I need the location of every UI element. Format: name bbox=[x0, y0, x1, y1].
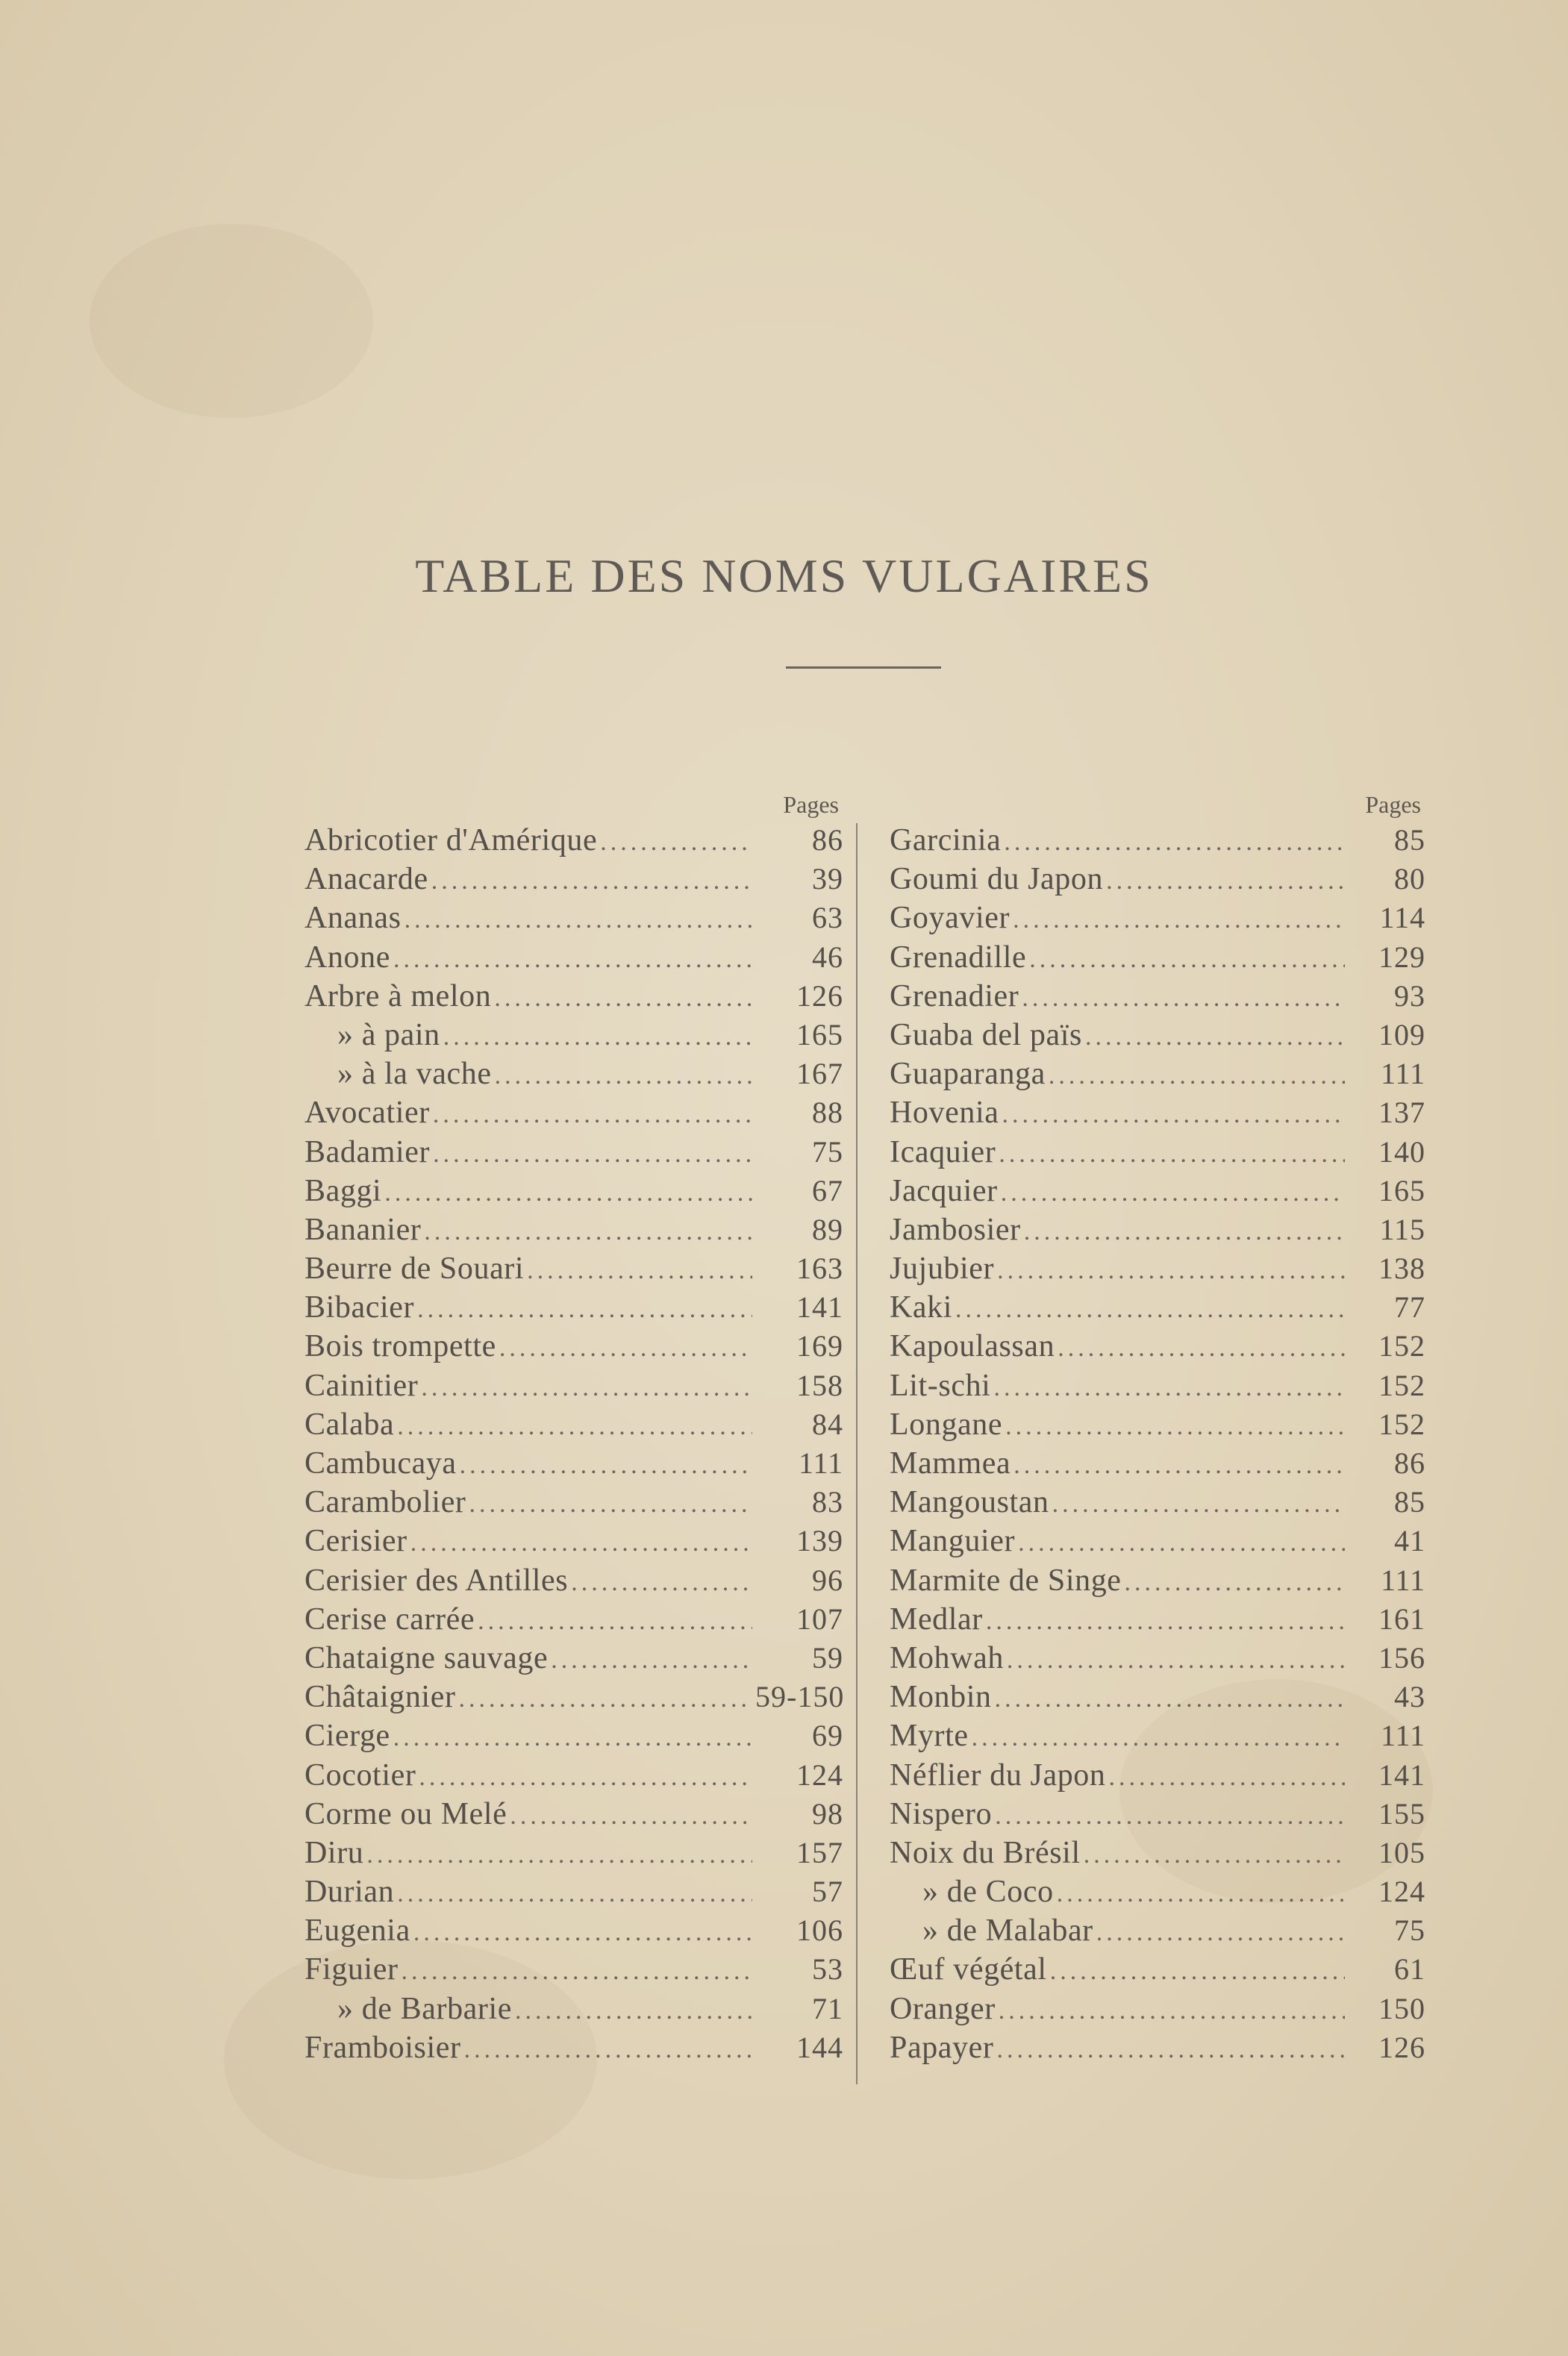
entry-name: Cerise carrée bbox=[304, 1602, 475, 1637]
entry-name: Oranger bbox=[890, 1991, 996, 2026]
entry-page-number: 41 bbox=[1394, 1524, 1425, 1558]
entry-page-number: 39 bbox=[812, 862, 843, 896]
entry-page-number: 165 bbox=[1378, 1173, 1425, 1207]
index-entry bbox=[304, 1602, 843, 1640]
entry-name: Mammea bbox=[890, 1446, 1011, 1481]
entry-page-number: 165 bbox=[796, 1017, 843, 1052]
entry-page-number: 86 bbox=[812, 823, 843, 857]
entry-name: Bois trompette bbox=[304, 1329, 496, 1364]
leader-dots bbox=[1029, 946, 1345, 974]
entry-name: Cierge bbox=[304, 1719, 390, 1754]
entry-name: Icaquier bbox=[890, 1134, 996, 1169]
leader-dots bbox=[600, 828, 752, 857]
leader-dots bbox=[571, 1569, 752, 1597]
entry-name: Badamier bbox=[304, 1134, 431, 1169]
entry-page-number: 169 bbox=[796, 1329, 843, 1363]
entry-page-number: 77 bbox=[1394, 1290, 1425, 1325]
right-pages-header: Pages bbox=[1365, 791, 1421, 818]
index-entry bbox=[304, 1290, 843, 1328]
entry-page-number: 115 bbox=[1379, 1212, 1425, 1246]
leader-dots bbox=[972, 1724, 1345, 1752]
entry-page-number: 152 bbox=[1378, 1329, 1425, 1363]
leader-dots bbox=[1050, 1957, 1345, 1986]
leader-dots bbox=[1002, 1101, 1345, 1129]
leader-dots bbox=[1007, 1646, 1345, 1675]
entry-page-number: 129 bbox=[1378, 940, 1425, 974]
index-entry bbox=[890, 1523, 1425, 1562]
index-entry bbox=[304, 822, 843, 861]
leader-dots bbox=[494, 984, 752, 1013]
entry-name: Avocatier bbox=[304, 1096, 430, 1131]
index-entry bbox=[304, 1913, 843, 1952]
entry-page-number: 138 bbox=[1378, 1252, 1425, 1286]
index-entry bbox=[304, 1835, 843, 1874]
entry-page-number: 98 bbox=[812, 1796, 843, 1831]
left-column bbox=[304, 791, 843, 2069]
entry-page-number: 155 bbox=[1378, 1796, 1425, 1831]
leader-dots bbox=[1024, 1218, 1345, 1246]
entry-page-number: 105 bbox=[1378, 1835, 1425, 1869]
entry-page-number: 111 bbox=[1380, 1719, 1425, 1753]
entry-page-number: 67 bbox=[812, 1173, 843, 1207]
entry-page-number: 137 bbox=[1378, 1096, 1425, 1130]
entry-name: Myrte bbox=[890, 1719, 969, 1754]
leader-dots bbox=[997, 1257, 1345, 1285]
entry-name: Eugenia bbox=[304, 1913, 410, 1949]
leader-dots bbox=[1106, 867, 1345, 896]
entry-page-number: 61 bbox=[1394, 1952, 1425, 1987]
index-entry bbox=[304, 1796, 843, 1835]
entry-name: Cocotier bbox=[304, 1757, 416, 1793]
entry-name: Néflier du Japon bbox=[890, 1757, 1106, 1793]
entry-page-number: 96 bbox=[812, 1563, 843, 1597]
leader-dots bbox=[1013, 906, 1345, 934]
leader-dots bbox=[510, 1802, 752, 1831]
entry-page-number: 111 bbox=[1380, 1563, 1425, 1597]
entry-page-number: 83 bbox=[812, 1485, 843, 1519]
leader-dots bbox=[527, 1257, 752, 1285]
entry-name: Carambolier bbox=[304, 1485, 466, 1520]
index-entry bbox=[304, 1173, 843, 1212]
entry-name: » de Coco bbox=[922, 1875, 1054, 1910]
index-entry bbox=[890, 1640, 1425, 1679]
leader-dots bbox=[405, 906, 752, 934]
leader-dots bbox=[393, 1724, 752, 1752]
entry-name: Anone bbox=[304, 940, 390, 975]
entry-name: Mohwah bbox=[890, 1640, 1004, 1675]
index-entry bbox=[304, 1328, 843, 1367]
entry-page-number: 156 bbox=[1378, 1640, 1425, 1675]
entry-page-number: 163 bbox=[796, 1252, 843, 1286]
entry-page-number: 126 bbox=[1378, 2030, 1425, 2064]
index-entry bbox=[304, 1095, 843, 1134]
index-entry bbox=[890, 822, 1425, 861]
leader-dots bbox=[419, 1763, 752, 1792]
entry-page-number: 86 bbox=[1394, 1446, 1425, 1480]
entry-page-number: 80 bbox=[1394, 862, 1425, 896]
index-entry bbox=[890, 1991, 1425, 2030]
entry-page-number: 89 bbox=[812, 1212, 843, 1246]
index-entry bbox=[304, 1757, 843, 1796]
leader-dots bbox=[955, 1296, 1345, 1324]
leader-dots bbox=[1085, 1023, 1345, 1052]
leader-dots bbox=[417, 1296, 752, 1324]
leader-dots bbox=[469, 1490, 752, 1519]
leader-dots bbox=[1058, 1334, 1345, 1363]
index-entry bbox=[304, 1017, 843, 1056]
entry-name: Guaparanga bbox=[890, 1057, 1046, 1092]
index-entry bbox=[304, 1874, 843, 1913]
index-entry bbox=[304, 1446, 843, 1484]
index-entry bbox=[890, 1484, 1425, 1523]
leader-dots bbox=[402, 1957, 752, 1986]
entry-page-number: 85 bbox=[1394, 823, 1425, 857]
index-entry bbox=[890, 1835, 1425, 1874]
entry-page-number: 75 bbox=[812, 1134, 843, 1169]
entry-page-number: 114 bbox=[1379, 901, 1425, 935]
entry-page-number: 144 bbox=[796, 2030, 843, 2064]
index-entry bbox=[890, 1796, 1425, 1835]
leader-dots bbox=[1084, 1841, 1345, 1869]
index-entry bbox=[304, 1407, 843, 1446]
entry-name: Grenadier bbox=[890, 978, 1019, 1013]
entry-page-number: 124 bbox=[1378, 1875, 1425, 1909]
entry-name: Baggi bbox=[304, 1173, 382, 1208]
index-entry bbox=[890, 1134, 1425, 1173]
leader-dots bbox=[495, 1062, 752, 1090]
leader-dots bbox=[397, 1880, 752, 1908]
entry-name: Jacquier bbox=[890, 1173, 998, 1208]
entry-page-number: 139 bbox=[796, 1524, 843, 1558]
entry-name: » à pain bbox=[337, 1017, 440, 1052]
entry-page-number: 111 bbox=[798, 1446, 843, 1480]
entry-name: Bibacier bbox=[304, 1290, 415, 1325]
left-entry-list bbox=[304, 822, 843, 2069]
index-entry bbox=[890, 1952, 1425, 1990]
index-entry bbox=[304, 1640, 843, 1679]
leader-dots bbox=[1004, 828, 1345, 857]
entry-page-number: 141 bbox=[1378, 1757, 1425, 1792]
entry-page-number: 88 bbox=[812, 1096, 843, 1130]
entry-page-number: 107 bbox=[796, 1602, 843, 1636]
entry-name: Framboisier bbox=[304, 2030, 461, 2065]
left-pages-header: Pages bbox=[783, 791, 839, 818]
index-entry bbox=[304, 1563, 843, 1602]
entry-page-number: 85 bbox=[1394, 1485, 1425, 1519]
index-entry bbox=[304, 978, 843, 1017]
index-entry bbox=[304, 1251, 843, 1290]
entry-page-number: 111 bbox=[1380, 1057, 1425, 1091]
entry-name: Medlar bbox=[890, 1602, 983, 1637]
index-entry bbox=[890, 940, 1425, 978]
index-entry bbox=[890, 1718, 1425, 1757]
leader-dots bbox=[1057, 1880, 1345, 1908]
leader-dots bbox=[515, 1997, 752, 2025]
leader-dots bbox=[366, 1841, 752, 1869]
entry-name: Mangoustan bbox=[890, 1485, 1049, 1520]
index-entry bbox=[890, 1212, 1425, 1251]
entry-name: Corme ou Melé bbox=[304, 1796, 507, 1831]
entry-name: Noix du Brésil bbox=[890, 1835, 1081, 1870]
entry-name: Jujubier bbox=[890, 1252, 995, 1287]
leader-dots bbox=[478, 1607, 752, 1636]
entry-name: Arbre à melon bbox=[304, 978, 492, 1013]
entry-name: Diru bbox=[304, 1835, 364, 1870]
entry-name: Cerisier des Antilles bbox=[304, 1563, 569, 1598]
entry-name: Châtaignier bbox=[304, 1680, 456, 1715]
index-entry bbox=[304, 2030, 843, 2069]
leader-dots bbox=[443, 1023, 752, 1052]
entry-name: Abricotier d'Amérique bbox=[304, 823, 598, 857]
entry-name: Figuier bbox=[304, 1952, 399, 1987]
entry-name: Papayer bbox=[890, 2030, 994, 2065]
leader-dots bbox=[1096, 1919, 1345, 1947]
entry-name: Hovenia bbox=[890, 1096, 999, 1131]
index-entry bbox=[304, 1679, 843, 1718]
entry-page-number: 93 bbox=[1394, 978, 1425, 1013]
leader-dots bbox=[431, 867, 752, 896]
entry-name: Durian bbox=[304, 1875, 395, 1910]
leader-dots bbox=[1022, 984, 1345, 1013]
leader-dots bbox=[993, 1374, 1345, 1402]
index-entry bbox=[890, 1290, 1425, 1328]
index-entry bbox=[890, 1446, 1425, 1484]
leader-dots bbox=[996, 2036, 1345, 2064]
entry-page-number: 84 bbox=[812, 1407, 843, 1441]
entry-name: Garcinia bbox=[890, 823, 1002, 857]
entry-page-number: 63 bbox=[812, 901, 843, 935]
leader-dots bbox=[1013, 1452, 1345, 1480]
entry-name: Manguier bbox=[890, 1524, 1016, 1559]
entry-name: Goumi du Japon bbox=[890, 862, 1104, 897]
leader-dots bbox=[1049, 1062, 1345, 1090]
index-entry bbox=[890, 1095, 1425, 1134]
entry-name: Kaki bbox=[890, 1290, 953, 1325]
index-entry bbox=[890, 978, 1425, 1017]
entry-page-number: 152 bbox=[1378, 1368, 1425, 1402]
leader-dots bbox=[433, 1140, 752, 1169]
index-entry bbox=[890, 1368, 1425, 1407]
entry-name: Lit-schi bbox=[890, 1368, 991, 1403]
entry-name: Jambosier bbox=[890, 1212, 1021, 1247]
index-entry bbox=[304, 900, 843, 939]
entry-page-number: 43 bbox=[1394, 1680, 1425, 1714]
right-column bbox=[890, 791, 1425, 2069]
leader-dots bbox=[1052, 1490, 1345, 1519]
leader-dots bbox=[999, 1997, 1345, 2025]
entry-name: Goyavier bbox=[890, 901, 1011, 936]
entry-page-number: 46 bbox=[812, 940, 843, 974]
entry-name: Guaba del païs bbox=[890, 1017, 1082, 1052]
entry-page-number: 109 bbox=[1378, 1017, 1425, 1052]
index-entry bbox=[304, 1056, 843, 1095]
leader-dots bbox=[1018, 1529, 1345, 1557]
index-entry bbox=[890, 1913, 1425, 1952]
index-entry bbox=[304, 1991, 843, 2030]
entry-name: » de Malabar bbox=[922, 1913, 1093, 1949]
leader-dots bbox=[1001, 1179, 1345, 1207]
entry-page-number: 59-150 bbox=[755, 1680, 845, 1714]
leader-dots bbox=[421, 1374, 752, 1402]
index-entry bbox=[304, 1952, 843, 1990]
title-rule bbox=[786, 666, 941, 669]
leader-dots bbox=[410, 1529, 752, 1557]
leader-dots bbox=[459, 1685, 752, 1713]
leader-dots bbox=[986, 1607, 1345, 1636]
entry-page-number: 106 bbox=[796, 1913, 843, 1948]
entry-name: Nispero bbox=[890, 1796, 993, 1831]
entry-page-number: 126 bbox=[796, 978, 843, 1013]
entry-page-number: 57 bbox=[812, 1875, 843, 1909]
index-entry bbox=[890, 861, 1425, 900]
index-entry bbox=[890, 1251, 1425, 1290]
index-entry bbox=[890, 1679, 1425, 1718]
entry-name: Kapoulassan bbox=[890, 1329, 1055, 1364]
entry-name: Beurre de Souari bbox=[304, 1252, 525, 1287]
index-entry bbox=[304, 861, 843, 900]
index-entry bbox=[304, 1718, 843, 1757]
leader-dots bbox=[995, 1685, 1345, 1713]
index-entry bbox=[304, 1368, 843, 1407]
entry-name: Cambucaya bbox=[304, 1446, 457, 1481]
entry-name: Anacarde bbox=[304, 862, 428, 897]
entry-page-number: 167 bbox=[796, 1057, 843, 1091]
index-entry bbox=[304, 1523, 843, 1562]
leader-dots bbox=[551, 1646, 752, 1675]
index-entry bbox=[890, 1173, 1425, 1212]
entry-name: Grenadille bbox=[890, 940, 1027, 975]
entry-name: Œuf végétal bbox=[890, 1952, 1047, 1987]
leader-dots bbox=[995, 1802, 1345, 1831]
index-entry bbox=[890, 900, 1425, 939]
index-entry bbox=[890, 1017, 1425, 1056]
index-entry bbox=[890, 1407, 1425, 1446]
leader-dots bbox=[384, 1179, 752, 1207]
leader-dots bbox=[999, 1140, 1345, 1169]
entry-name: » de Barbarie bbox=[337, 1991, 513, 2026]
index-entry bbox=[304, 940, 843, 978]
leader-dots bbox=[413, 1919, 752, 1947]
entry-page-number: 158 bbox=[796, 1368, 843, 1402]
entry-name: Marmite de Singe bbox=[890, 1563, 1122, 1598]
entry-name: » à la vache bbox=[337, 1057, 492, 1092]
index-entry bbox=[304, 1212, 843, 1251]
leader-dots bbox=[397, 1413, 752, 1441]
entry-page-number: 53 bbox=[812, 1952, 843, 1987]
index-entry bbox=[304, 1134, 843, 1173]
entry-name: Chataigne sauvage bbox=[304, 1640, 549, 1675]
index-entry bbox=[890, 2030, 1425, 2069]
entry-page-number: 140 bbox=[1378, 1134, 1425, 1169]
leader-dots bbox=[424, 1218, 752, 1246]
leader-dots bbox=[460, 1452, 752, 1480]
leader-dots bbox=[1125, 1569, 1345, 1597]
entry-page-number: 150 bbox=[1378, 1991, 1425, 2025]
index-entry bbox=[304, 1484, 843, 1523]
entry-page-number: 124 bbox=[796, 1757, 843, 1792]
index-entry bbox=[890, 1056, 1425, 1095]
index-entry bbox=[890, 1602, 1425, 1640]
paper-stain bbox=[90, 224, 373, 418]
entry-page-number: 69 bbox=[812, 1719, 843, 1753]
entry-page-number: 75 bbox=[1394, 1913, 1425, 1948]
leader-dots bbox=[433, 1101, 752, 1129]
entry-page-number: 152 bbox=[1378, 1407, 1425, 1441]
entry-name: Cerisier bbox=[304, 1524, 407, 1559]
leader-dots bbox=[464, 2036, 752, 2064]
entry-name: Longane bbox=[890, 1407, 1003, 1442]
entry-name: Bananier bbox=[304, 1212, 422, 1247]
entry-page-number: 157 bbox=[796, 1835, 843, 1869]
entry-page-number: 59 bbox=[812, 1640, 843, 1675]
entry-name: Calaba bbox=[304, 1407, 395, 1442]
index-entry bbox=[890, 1874, 1425, 1913]
leader-dots bbox=[393, 946, 752, 974]
entry-name: Cainitier bbox=[304, 1368, 419, 1403]
right-entry-list bbox=[890, 822, 1425, 2069]
column-divider bbox=[856, 823, 858, 2084]
page-title: TABLE DES NOMS VULGAIRES bbox=[415, 549, 1153, 602]
entry-page-number: 161 bbox=[1378, 1602, 1425, 1636]
entry-page-number: 71 bbox=[812, 1991, 843, 2025]
leader-dots bbox=[1005, 1413, 1345, 1441]
index-entry bbox=[890, 1757, 1425, 1796]
leader-dots bbox=[1109, 1763, 1345, 1792]
index-entry bbox=[890, 1328, 1425, 1367]
entry-name: Ananas bbox=[304, 901, 402, 936]
entry-name: Monbin bbox=[890, 1680, 992, 1715]
entry-page-number: 141 bbox=[796, 1290, 843, 1325]
index-entry bbox=[890, 1563, 1425, 1602]
leader-dots bbox=[499, 1334, 752, 1363]
